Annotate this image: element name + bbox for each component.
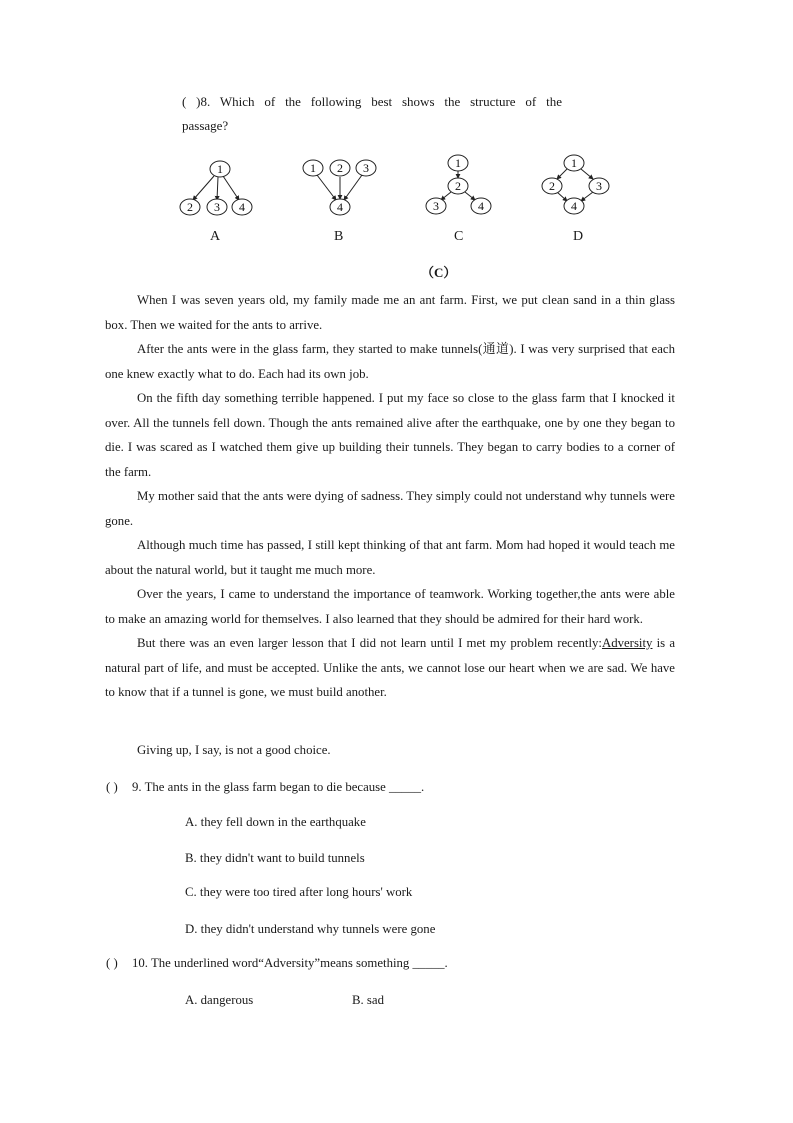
- node-label: 1: [455, 156, 461, 170]
- paragraph: When I was seven years old, my family made me an ant farm. First, we put clean sand in a thin glass box. Then we waited for the ants to arrive.: [105, 293, 675, 332]
- diagram-c: [423, 152, 503, 218]
- arrow: [317, 175, 336, 200]
- node-label: 4: [239, 200, 245, 214]
- question-8: [182, 90, 562, 138]
- node-label: 3: [596, 179, 602, 193]
- arrow: [217, 177, 218, 200]
- node-label: 2: [455, 179, 461, 193]
- paragraph: [105, 631, 675, 705]
- option-a: A. dangerous: [185, 993, 254, 1007]
- question-10: [106, 956, 448, 971]
- paragraph: After the ants were in the glass farm, they started to make tunnels(通道). I was very surprised that each one knew exactly what to do. Each had its own job.: [105, 342, 675, 381]
- diagram-b: [301, 156, 381, 218]
- diagram-a: [176, 156, 256, 218]
- answer-blank[interactable]: ( ): [106, 780, 118, 794]
- option-b: B. sad: [352, 993, 384, 1007]
- node-label: 1: [571, 156, 577, 170]
- node-label: 1: [310, 161, 316, 175]
- section-title: （C）: [421, 265, 457, 280]
- option-d: D. they didn't understand why tunnels were gone: [185, 922, 436, 936]
- option-c: C. they were too tired after long hours' work: [185, 885, 413, 899]
- reading-passage: [105, 288, 675, 705]
- question-9: [106, 780, 424, 795]
- node-label: 2: [337, 161, 343, 175]
- node-label: 3: [433, 199, 439, 213]
- node-label: 3: [214, 200, 220, 214]
- arrow: [581, 192, 593, 201]
- arrow: [465, 192, 475, 200]
- node-label: 1: [217, 162, 223, 176]
- diagram-label-a: A: [210, 229, 221, 244]
- question-9-stem: 9. The ants in the glass farm began to die because _____.: [132, 780, 425, 794]
- diagram-label-c: C: [454, 229, 464, 244]
- closing-sentence: Giving up, I say, is not a good choice.: [137, 743, 331, 757]
- paragraph: Although much time has passed, I still kept thinking of that ant farm. Mom had hoped it would teach me about the natural world, but it taught me much more.: [105, 538, 675, 577]
- answer-blank[interactable]: ( ): [106, 956, 118, 970]
- question-8-stem: 8. Which of the following best shows the structure of the: [200, 94, 562, 109]
- arrow: [581, 169, 593, 179]
- underlined-word: Adversity: [601, 636, 653, 650]
- node-label: 4: [478, 199, 484, 213]
- option-a: A. they fell down in the earthquake: [185, 815, 366, 829]
- arrow: [223, 176, 239, 200]
- paragraph: My mother said that the ants were dying of sadness. They simply could not understand why tunnels were gone.: [105, 489, 675, 528]
- question-8-stem-cont: passage?: [182, 118, 229, 133]
- diagram-label-d: D: [573, 229, 584, 244]
- node-label: 4: [571, 199, 577, 213]
- arrow: [557, 192, 567, 201]
- node-label: 2: [187, 200, 193, 214]
- paragraph: On the fifth day something terrible happened. I put my face so close to the glass farm that I knocked it over. All the tunnels fell down. Though the ants remained alive after the earthquake, one by one they began to die. I was scared as I watched them give up building their tunnels. They began to carry bodies to a corner of the farm.: [105, 391, 675, 479]
- arrow: [557, 169, 567, 179]
- node-label: 4: [337, 200, 343, 214]
- node-label: 2: [549, 179, 555, 193]
- arrow: [193, 176, 214, 200]
- node-label: 3: [363, 161, 369, 175]
- answer-blank[interactable]: ( ): [182, 94, 201, 109]
- option-b: B. they didn't want to build tunnels: [185, 851, 365, 865]
- paragraph-text: is a natural part of life, and must be accepted. Unlike the ants, we cannot lose our heart when we are sad. We have to know that if a tunnel is gone, we must build another.: [105, 636, 675, 699]
- diagram-label-b: B: [334, 229, 344, 244]
- question-10-stem: 10. The underlined word“Adversity”means something _____.: [132, 956, 448, 970]
- paragraph-text: But there was an even larger lesson that I did not learn until I met my problem recently:: [137, 636, 602, 650]
- paragraph: Over the years, I came to understand the importance of teamwork. Working together,the ants were able to make an amazing world for themselves. I also learned that they should be admired for their hard work.: [105, 587, 675, 626]
- diagram-d: [540, 152, 620, 218]
- arrow: [344, 175, 362, 200]
- arrow: [441, 192, 451, 200]
